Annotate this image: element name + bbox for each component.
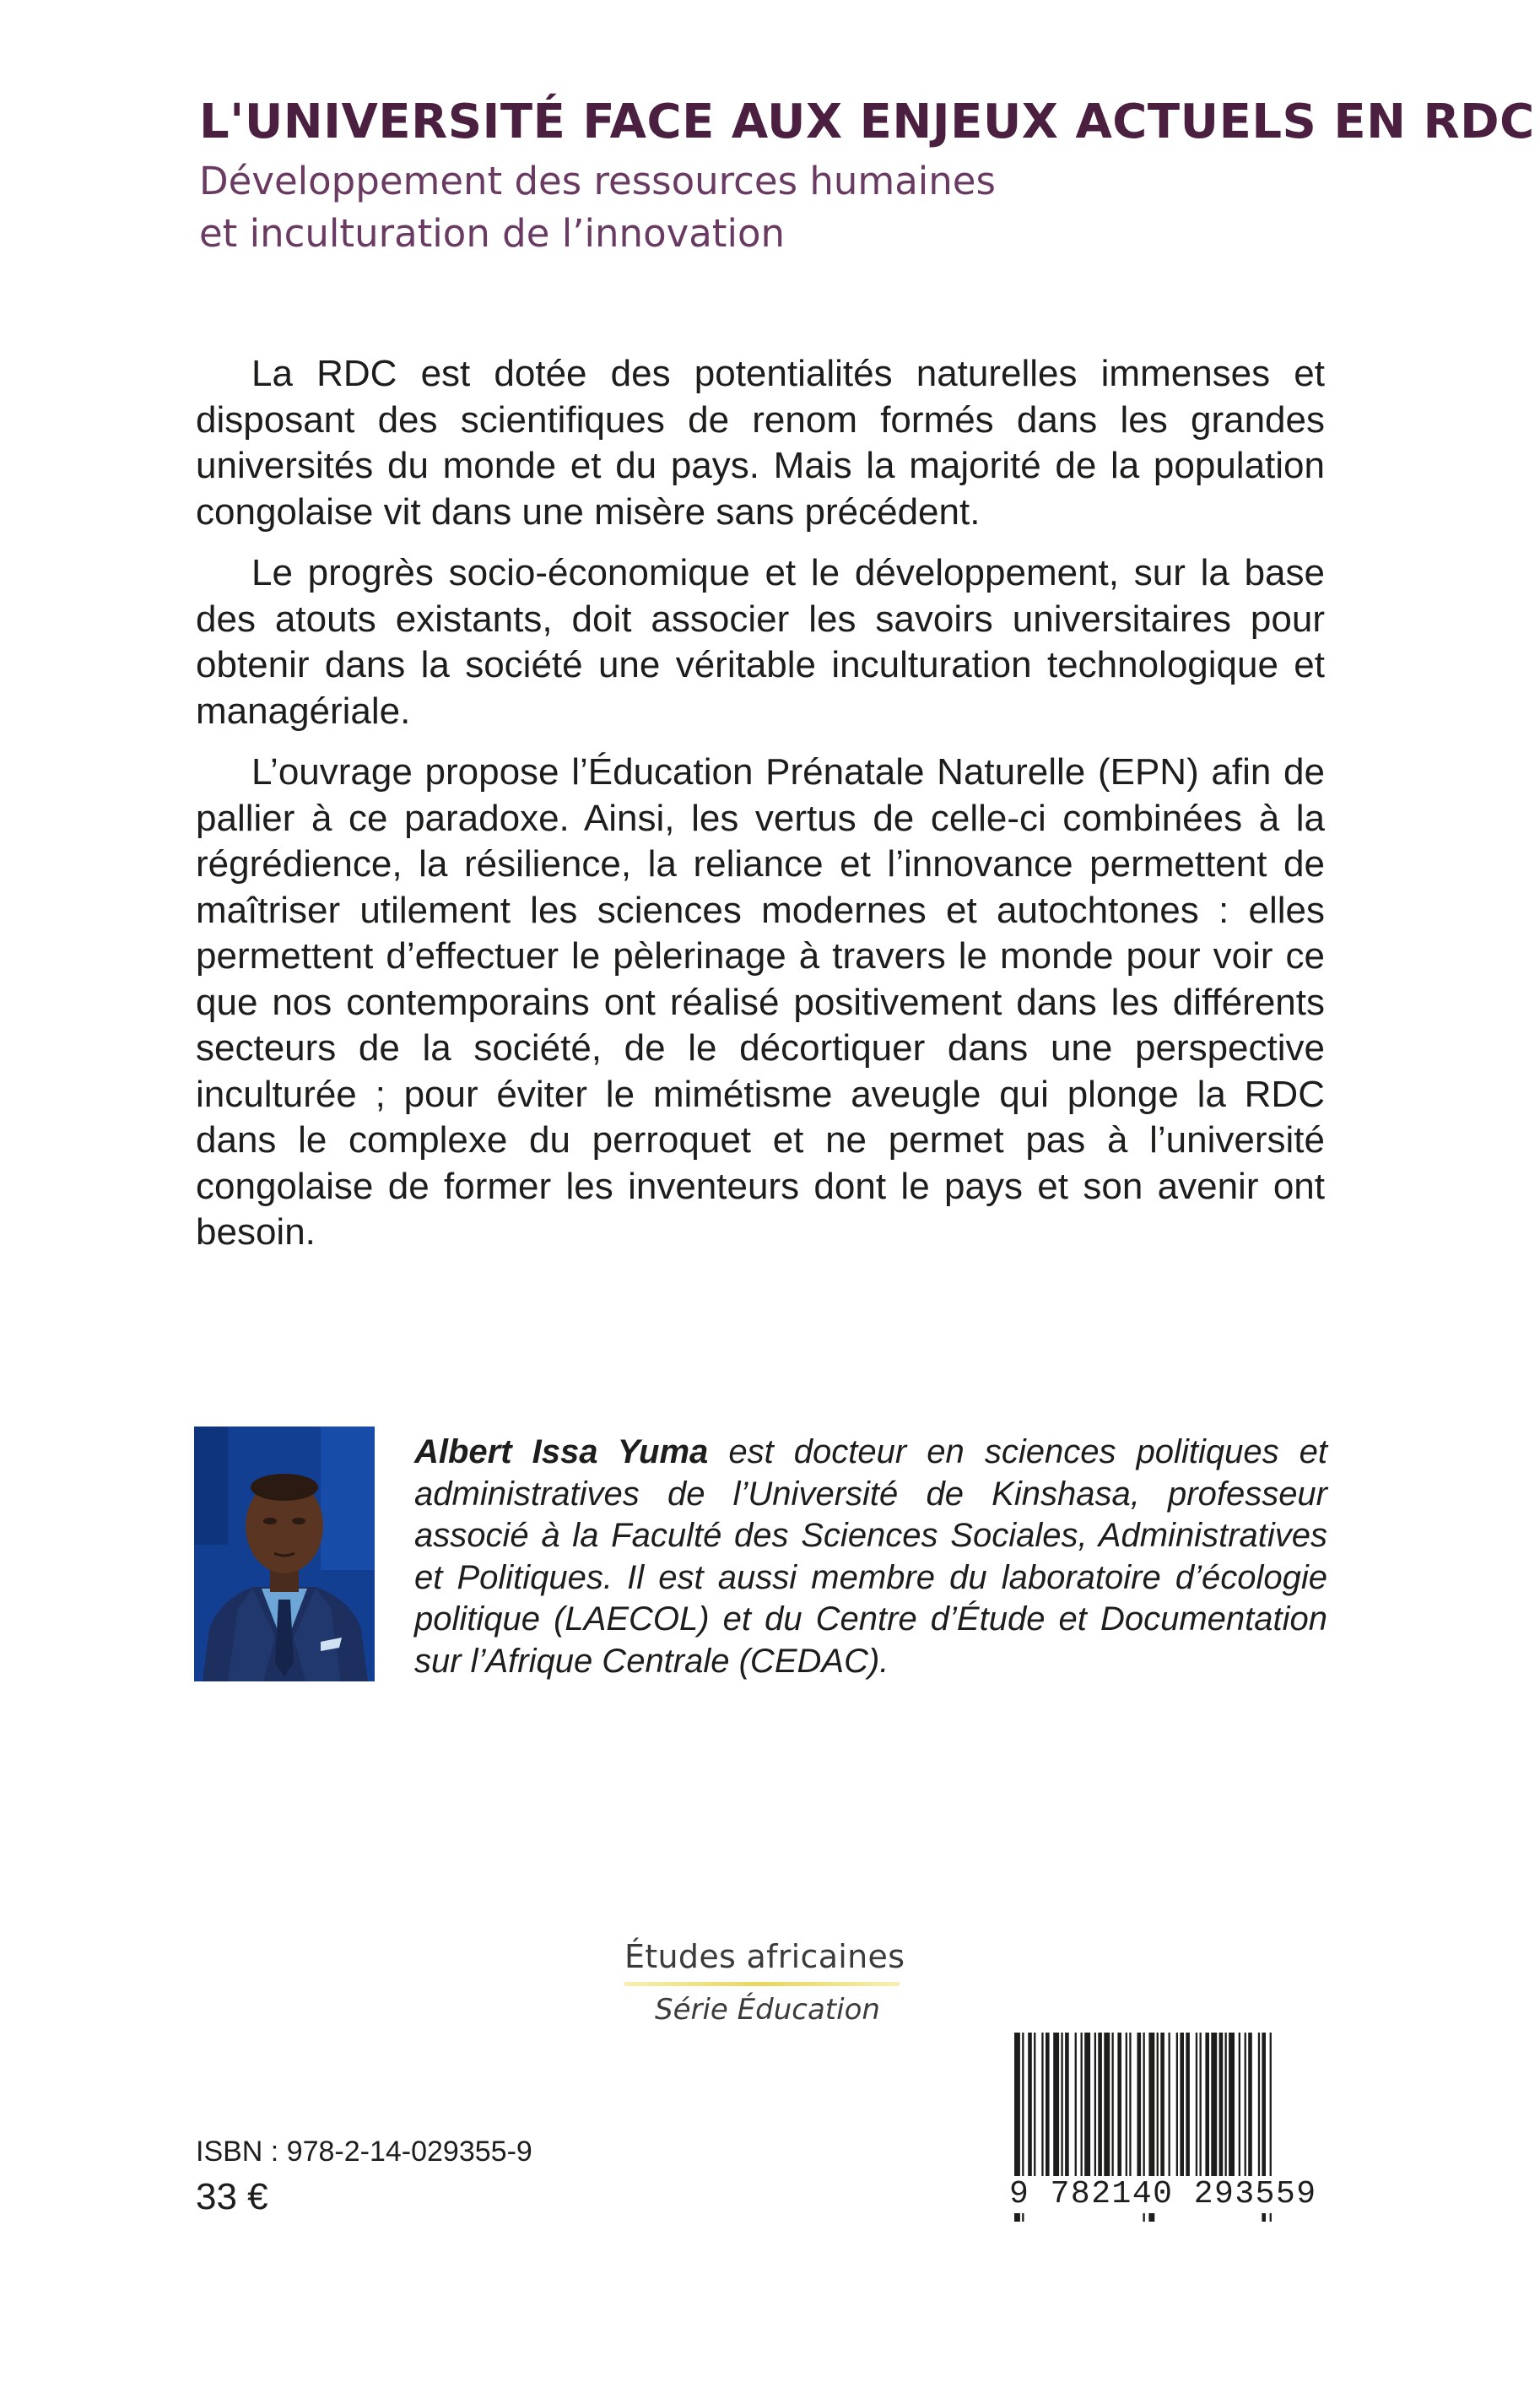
barcode-bar	[1200, 2033, 1202, 2176]
barcode-bar	[1258, 2033, 1260, 2176]
barcode-bar	[1117, 2033, 1121, 2176]
summary-paragraph: La RDC est dotée des potentialités naturelles immenses et disposant des scientifiques de renom formés dans les grandes universités du monde et du pays. Mais la majorité de la population congolaise vit dans une misère sans précédent.	[196, 353, 1325, 533]
barcode-bar	[1065, 2033, 1069, 2176]
author-portrait-icon	[194, 1427, 375, 1681]
barcode-bar	[1157, 2033, 1159, 2176]
barcode-bar	[1098, 2033, 1102, 2176]
barcode-bar	[1046, 2033, 1050, 2176]
barcode-bar	[1211, 2033, 1217, 2176]
barcode-bar	[1176, 2033, 1178, 2176]
barcode-bar	[1137, 2033, 1142, 2176]
barcode-bar	[1112, 2033, 1114, 2176]
summary-paragraph: L’ouvrage propose l’Éducation Prénatale Naturelle (EPN) afin de pallier à ce paradoxe. Ainsi, les vertus de celle-ci combinées à la régrédience, la résilience, la reliance et l’innovance permettent de maîtriser utilement les sciences modernes et autochtones : elles permettent d’effectuer le pèlerinage à travers le monde pour voir ce que nos contemporains ont réalisé positivement dans les différents secteurs de la société, de le décortiquer dans une perspective inculturée ; pour éviter le mimétisme aveugle qui plonge la RDC dans le complexe du perroquet et ne permet pas à l’université congolaise de former les inventeurs dont le pays et son avenir ont besoin.	[196, 751, 1325, 1253]
summary-paragraph: Le progrès socio-économique et le développement, sur la base des atouts existants, doit associer les savoirs universitaires pour obtenir dans la société une véritable inculturation technologique et managériale.	[196, 552, 1325, 732]
barcode-bar	[1160, 2033, 1164, 2176]
barcode-bar	[1225, 2033, 1227, 2176]
barcode-digits: 9 782140 293559	[1009, 2176, 1355, 2213]
barcode-bar	[1034, 2033, 1035, 2176]
collection-name: Études africaines	[624, 1938, 905, 1975]
collection-divider	[624, 1982, 900, 1986]
barcode-bar	[1126, 2033, 1127, 2176]
barcode-bar	[1239, 2033, 1240, 2176]
barcode-bar	[1053, 2033, 1059, 2176]
subtitle-line-1: Développement des ressources humaines	[199, 159, 996, 203]
barcode-bar	[1180, 2033, 1184, 2176]
barcode-bar	[1075, 2033, 1077, 2176]
barcode-bar	[1094, 2033, 1096, 2176]
barcode-bar	[1186, 2033, 1190, 2176]
author-bio	[414, 1432, 1327, 1682]
barcode-bar	[1041, 2033, 1043, 2176]
summary-text	[196, 351, 1325, 1271]
barcode-bar	[1061, 2033, 1062, 2176]
barcode-bar	[1245, 2033, 1246, 2176]
isbn: ISBN : 978-2-14-029355-9	[196, 2136, 532, 2168]
subtitle-line-2: et inculturation de l’innovation	[199, 211, 786, 256]
barcode-bar	[1129, 2033, 1131, 2176]
barcode-bar	[1205, 2033, 1209, 2176]
author-bio-text: est docteur en sciences politiques et administratives de l’Université de Kinshasa, professeur associé à la Faculté des Sciences Sociales, Administratives et Politiques. Il est aussi membre du laboratoire d’écologie politique (LAECOL) et du Centre d’Étude et Documentation sur l’Afrique Centrale (CEDAC).	[414, 1433, 1327, 1680]
barcode-bar	[1104, 2033, 1110, 2176]
price: 33 €	[196, 2176, 268, 2217]
author-photo	[194, 1427, 375, 1681]
barcode-bar	[1169, 2033, 1170, 2176]
barcode-bar	[1028, 2033, 1032, 2176]
collection-series: Série Éducation	[655, 1993, 880, 2027]
barcode-bar	[1219, 2033, 1224, 2176]
author-name: Albert Issa Yuma	[414, 1433, 709, 1470]
barcode-bar	[1196, 2033, 1197, 2176]
barcode-bar	[1248, 2033, 1252, 2176]
collection-block	[624, 1936, 903, 2027]
barcode-bar	[1229, 2033, 1235, 2176]
barcode-bar	[1081, 2033, 1083, 2176]
book-title: L'UNIVERSITÉ FACE AUX ENJEUX ACTUELS EN RDC	[199, 95, 1535, 149]
book-subtitle	[199, 155, 1381, 260]
barcode-bar	[1084, 2033, 1090, 2176]
